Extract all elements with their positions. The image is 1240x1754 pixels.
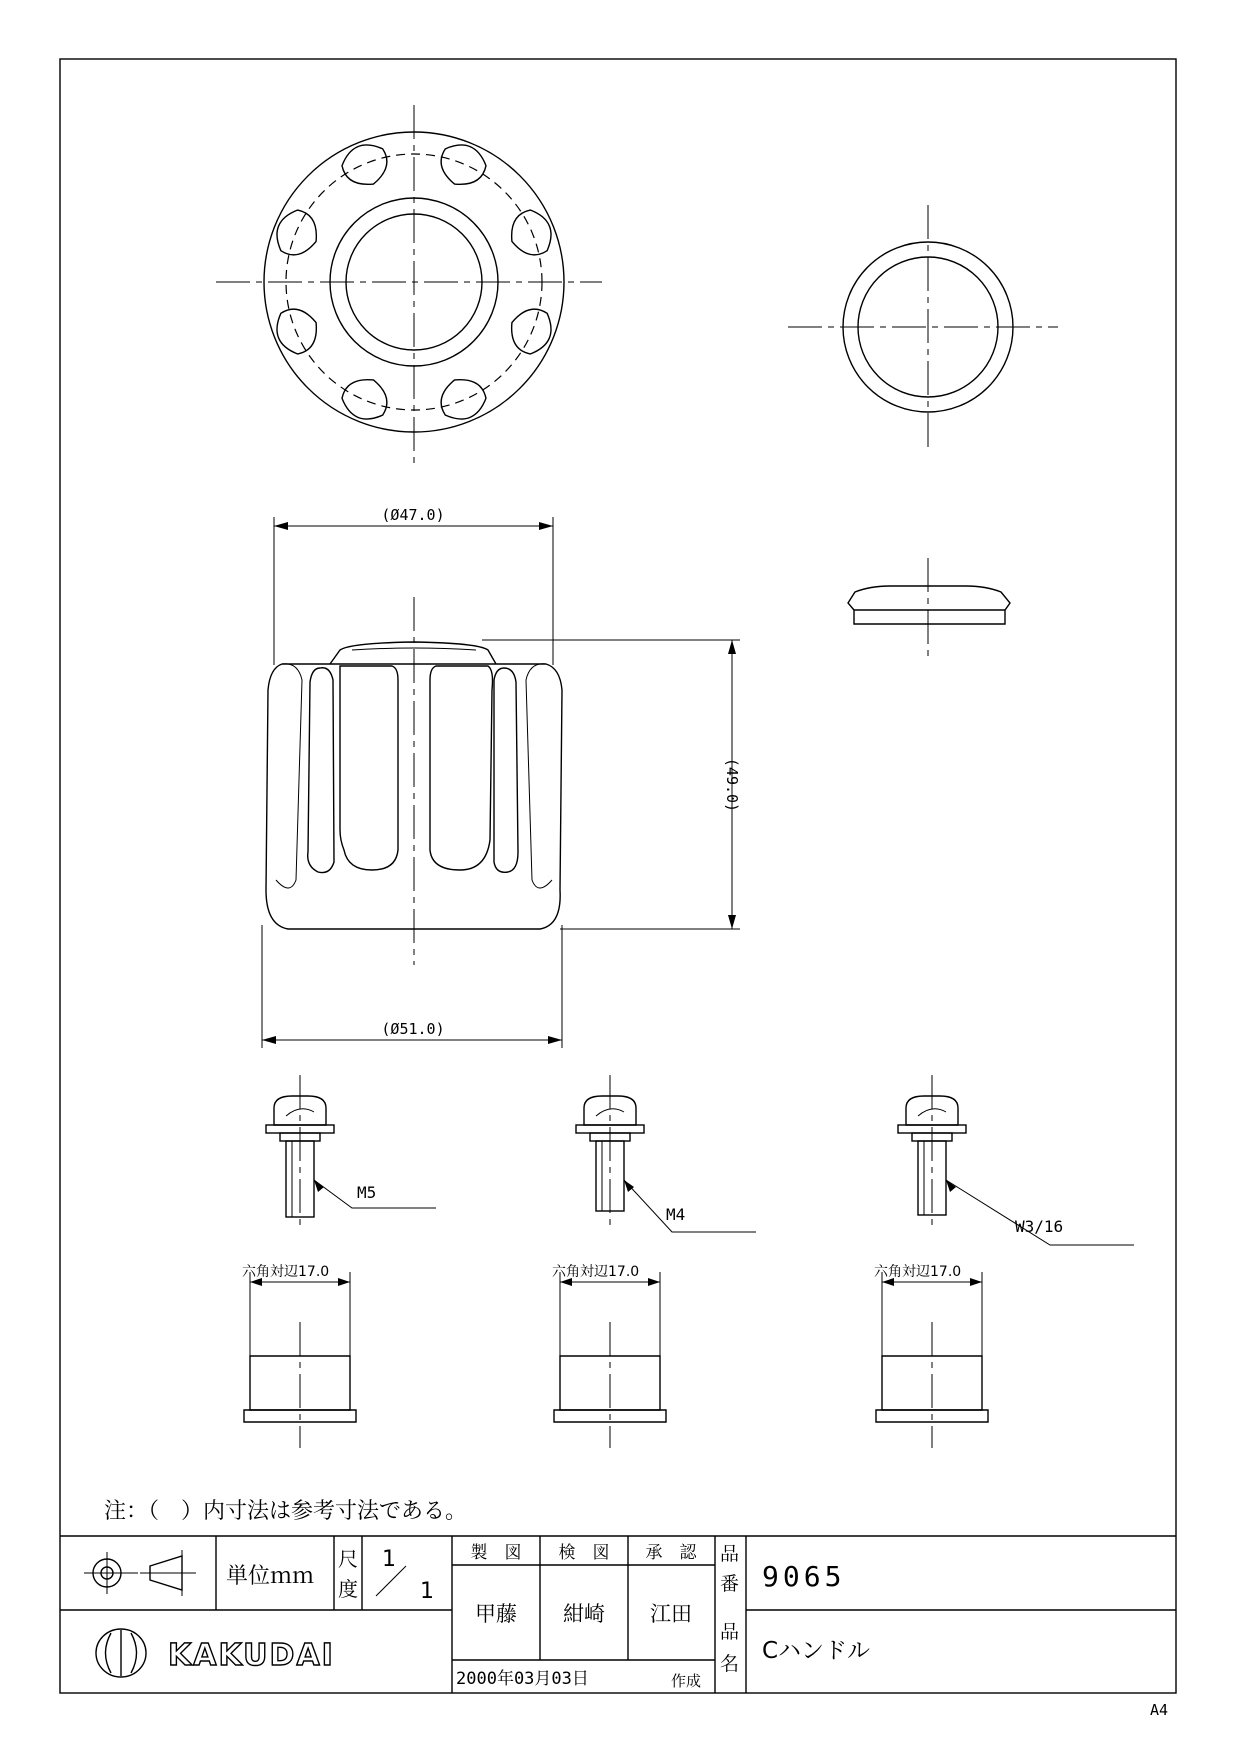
screw-2: [576, 1075, 756, 1232]
dim-bottom-dia-label: (Ø51.0): [381, 1020, 445, 1038]
cap-side-view: [848, 558, 1010, 657]
kakudai-logo-icon: [96, 1629, 146, 1677]
header-checked: 検 図: [558, 1543, 610, 1563]
scale-numerator: 1: [382, 1547, 396, 1572]
third-angle-projection-icon: [84, 1550, 196, 1596]
header-drawn: 製 図: [470, 1543, 522, 1563]
grip-scallop: [503, 302, 558, 359]
checked-by: 紺崎: [563, 1602, 605, 1626]
screws: [266, 1075, 1134, 1245]
part-no-label-1: 品: [720, 1543, 740, 1565]
hex-inserts: [242, 1264, 988, 1448]
sheet-size: A4: [1150, 1701, 1169, 1719]
grip-scallop: [503, 205, 558, 262]
grip-scallop: [434, 138, 491, 193]
part-number: 9065: [762, 1560, 846, 1593]
part-name: Cハンドル: [762, 1638, 871, 1664]
title-block: [60, 1536, 1176, 1693]
screw-thread-label: W3/16: [1015, 1217, 1064, 1236]
dim-top-dia-label: (Ø47.0): [381, 506, 445, 524]
part-no-label-2: 番: [720, 1573, 740, 1595]
scale-denominator: 1: [420, 1579, 434, 1604]
handle-top-view: [216, 105, 602, 468]
cap-top-view: [788, 205, 1058, 452]
grip-scallop: [270, 302, 325, 359]
hex-size-label: 六角対辺17.0: [874, 1264, 962, 1280]
drawing-frame: [60, 59, 1176, 1693]
dimension-height: [482, 640, 741, 929]
header-approved: 承 認: [645, 1543, 697, 1563]
company-name: KAKUDAI: [168, 1638, 335, 1673]
part-name-label-1: 品: [720, 1621, 740, 1643]
screw-3: [898, 1075, 1134, 1245]
unit-label: 単位ｍｍ: [226, 1564, 315, 1589]
created-label: 作成: [671, 1672, 702, 1690]
screw-1: [266, 1075, 436, 1230]
screw-thread-label: M4: [666, 1205, 686, 1224]
scale-label-1: 尺: [338, 1547, 358, 1571]
hex-insert-1: [242, 1264, 356, 1448]
dimension-bottom-dia: [262, 925, 562, 1048]
screw-thread-label: M5: [357, 1183, 377, 1202]
grip-scallop: [337, 371, 394, 426]
grip-scallop: [434, 371, 491, 426]
grip-scallop: [270, 205, 325, 262]
handle-front-view: [266, 597, 562, 965]
hex-size-label: 六角対辺17.0: [242, 1264, 330, 1280]
dim-height-label: (49.0): [723, 757, 741, 813]
drawing-date: 2000年03月03日: [456, 1669, 589, 1689]
part-name-label-2: 名: [720, 1653, 740, 1675]
grip-scallop: [337, 138, 394, 193]
drawn-by: 甲藤: [475, 1602, 517, 1626]
hex-insert-3: [874, 1264, 988, 1448]
hex-size-label: 六角対辺17.0: [552, 1264, 640, 1280]
hex-insert-2: [552, 1264, 666, 1448]
drawing-note: 注：（ ）内寸法は参考寸法である。: [104, 1499, 468, 1524]
scale-label-2: 度: [338, 1577, 358, 1601]
approved-by: 江田: [650, 1602, 692, 1626]
